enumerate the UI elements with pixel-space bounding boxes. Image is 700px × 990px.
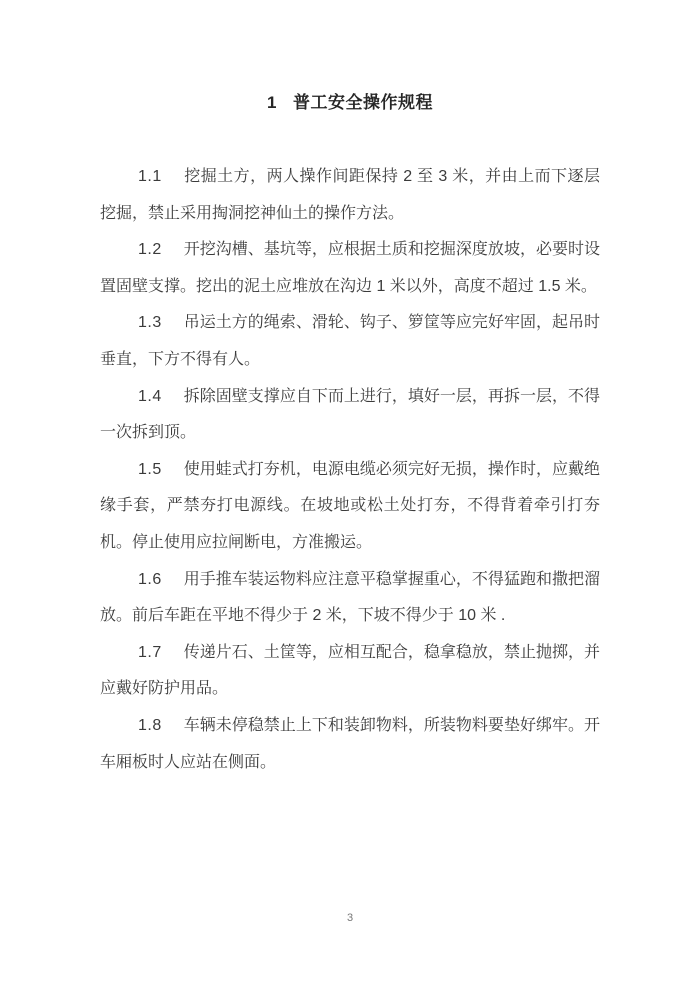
- clause-number: 1.5: [138, 460, 162, 478]
- clause-number: 1.7: [138, 643, 162, 661]
- paragraph-1-6: [100, 562, 600, 635]
- section-title: [0, 0, 700, 114]
- paragraph-1-2: [100, 232, 600, 305]
- clause-text: 用手推车装运物料应注意平稳掌握重心，不得猛跑和撒把溜放。前后车距在平地不得少于 2 米，下坡不得少于 10 米 .: [100, 570, 600, 625]
- clause-text: 拆除固壁支撑应自下而上进行，填好一层，再拆一层，不得一次拆到顶。: [100, 387, 600, 442]
- clause-number: 1.6: [138, 570, 162, 588]
- paragraph-1-4: [100, 379, 600, 452]
- clause-number: 1.2: [138, 241, 162, 259]
- clause-number: 1.3: [138, 314, 162, 332]
- clause-number: 1.8: [138, 716, 162, 734]
- clause-text: 传递片石、土筐等，应相互配合，稳拿稳放，禁止抛掷，并应戴好防护用品。: [100, 643, 600, 698]
- page-number: 3: [346, 912, 354, 924]
- paragraph-1-7: [100, 635, 600, 708]
- paragraph-1-3: [100, 305, 600, 378]
- paragraph-1-8: [100, 708, 600, 781]
- section-title-text: 普工安全操作规程: [292, 93, 433, 112]
- document-body: [100, 159, 600, 781]
- clause-text: 开挖沟槽、基坑等，应根据土质和挖掘深度放坡，必要时设置固壁支撑。挖出的泥土应堆放在沟边 1 米以外，高度不超过 1.5 米。: [100, 241, 600, 295]
- clause-text: 使用蛙式打夯机，电源电缆必须完好无损，操作时，应戴绝缘手套，严禁夯打电源线。在坡地或松土处打夯，不得背着牵引打夯机。停止使用应拉闸断电，方准搬运。: [100, 460, 600, 551]
- paragraph-1-1: [100, 159, 600, 232]
- clause-number: 1.1: [138, 168, 162, 185]
- clause-text: 挖掘土方，两人操作间距保持 2 至 3 米，并由上而下逐层挖掘，禁止采用掏洞挖神仙土的操作方法。: [100, 168, 600, 222]
- section-number: 1: [267, 93, 277, 112]
- clause-text: 车辆未停稳禁止上下和装卸物料，所装物料要垫好绑牢。开车厢板时人应站在侧面。: [100, 716, 600, 771]
- clause-number: 1.4: [138, 387, 162, 405]
- clause-text: 吊运土方的绳索、滑轮、钩子、箩筐等应完好牢固，起吊时垂直，下方不得有人。: [100, 314, 600, 368]
- paragraph-1-5: [100, 452, 600, 562]
